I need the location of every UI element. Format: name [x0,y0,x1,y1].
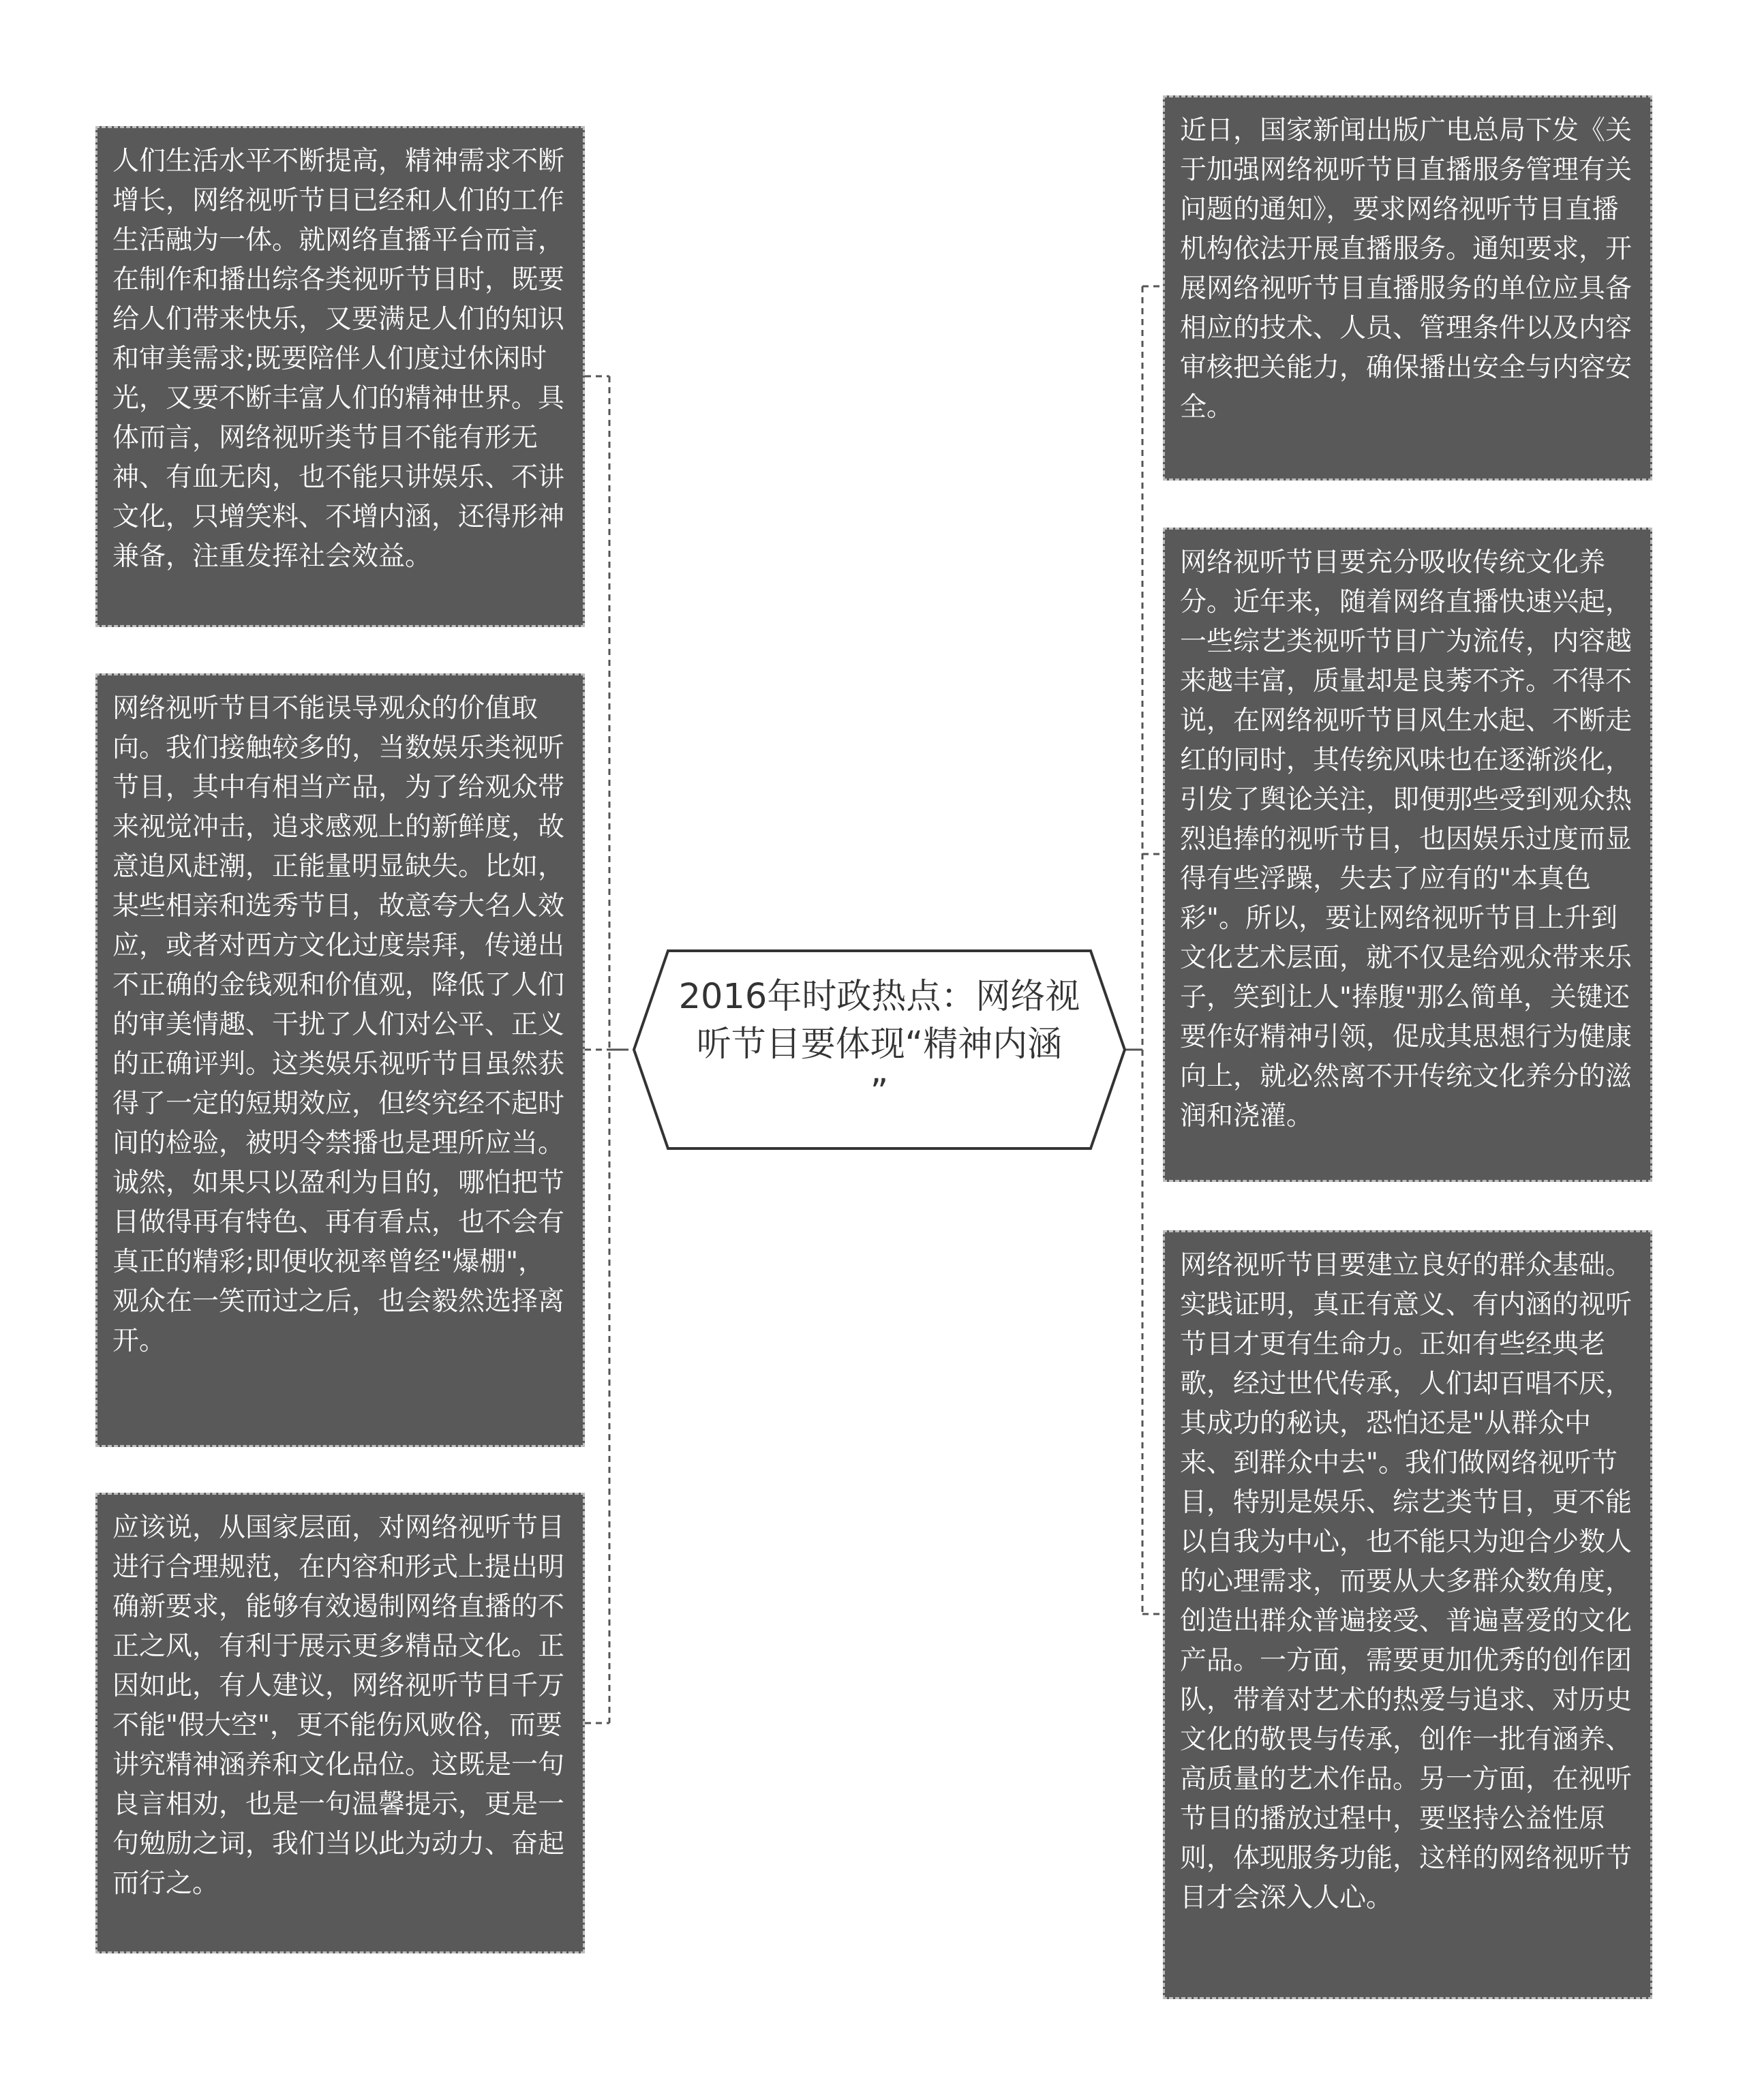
right-node-2-text: 网络视听节目要充分吸收传统文化养分。近年来，随着网络直播快速兴起，一些综艺类视听节目广为流传，内容越来越丰富，质量却是良莠不齐。不得不说，在网络视听节目风生水起、不断走红的同时，其传统风味也在逐渐淡化，引发了舆论关注，即便那些受到观众热烈追捧的视听节目，也因娱乐过度而显得有些浮躁，失去了应有的"本真色彩"。所以，要让网络视听节目上升到文化艺术层面，就不仅是给观众带来乐子，笑到让人"捧腹"那么简单，关键还要作好精神引领，促成其思想行为健康向上，就必然离不开传统文化养分的滋润和浇灌。 [1180,547,1633,1131]
left-node-3[interactable] [95,1493,585,1953]
central-topic[interactable]: 2016年时政热点：网络视 听节目要体现“精神内涵 ” [678,977,1080,1112]
left-node-2-text: 网络视听节目不能误导观众的价值取向。我们接触较多的，当数娱乐类视听节目，其中有相当产品，为了给观众带来视觉冲击，追求感观上的新鲜度，故意追风赶潮，正能量明显缺失。比如，某些相亲和选秀节目，故意夸大名人效应，或者对西方文化过度崇拜，传递出不正确的金钱观和价值观，降低了人们的审美情趣、干扰了人们对公平、正义的正确评判。这类娱乐视听节目虽然获得了一定的短期效应，但终究经不起时间的检验，被明令禁播也是理所应当。诚然，如果只以盈利为目的，哪怕把节目做得再有特色、再有看点，也不会有真正的精彩;即便收视率曾经"爆棚"，观众在一笑而过之后，也会毅然选择离开。 [112,693,565,1356]
right-node-2[interactable] [1163,528,1652,1182]
right-node-1[interactable] [1163,95,1652,481]
left-node-1-text: 人们生活水平不断提高，精神需求不断增长，网络视听节目已经和人们的工作生活融为一体。就网络直播平台而言，在制作和播出综各类视听节目时，既要给人们带来快乐，又要满足人们的知识和审美需求;既要陪伴人们度过休闲时光，又要不断丰富人们的精神世界。具体而言，网络视听类节目不能有形无神、有血无肉，也不能只讲娱乐、不讲文化，只增笑料、不增内涵，还得形神兼备，注重发挥社会效益。 [112,146,565,572]
left-node-2[interactable] [95,673,585,1447]
right-node-3[interactable] [1163,1230,1652,1999]
left-node-1[interactable] [95,126,585,627]
right-node-3-text: 网络视听节目要建立良好的群众基础。实践证明，真正有意义、有内涵的视听节目才更有生命力。正如有些经典老歌，经过世代传承，人们却百唱不厌，其成功的秘诀，恐怕还是"从群众中来、到群众中去"。我们做网络视听节目，特别是娱乐、综艺类节目，更不能以自我为中心，也不能只为迎合少数人的心理需求，而要从大多群众数角度，创造出群众普遍接受、普遍喜爱的文化产品。一方面，需要更加优秀的创作团队，带着对艺术的热爱与追求、对历史文化的敬畏与传承，创作一批有涵养、高质量的艺术作品。另一方面，在视听节目的播放过程中，要坚持公益性原则，体现服务功能，这样的网络视听节目才会深入人心。 [1180,1250,1633,1913]
left-node-3-text: 应该说，从国家层面，对网络视听节目进行合理规范，在内容和形式上提出明确新要求，能够有效遏制网络直播的不正之风，有利于展示更多精品文化。正因如此，有人建议，网络视听节目千万不能"假大空"，更不能伤风败俗，而要讲究精神涵养和文化品位。这既是一句良言相劝，也是一句温馨提示，更是一句勉励之词，我们当以此为动力、奋起而行之。 [112,1512,565,1899]
right-node-1-text: 近日，国家新闻出版广电总局下发《关于加强网络视听节目直播服务管理有关问题的通知》，要求网络视听节目直播机构依法开展直播服务。通知要求，开展网络视听节目直播服务的单位应具备相应的技术、人员、管理条件以及内容审核把关能力，确保播出安全与内容安全。 [1180,115,1633,423]
